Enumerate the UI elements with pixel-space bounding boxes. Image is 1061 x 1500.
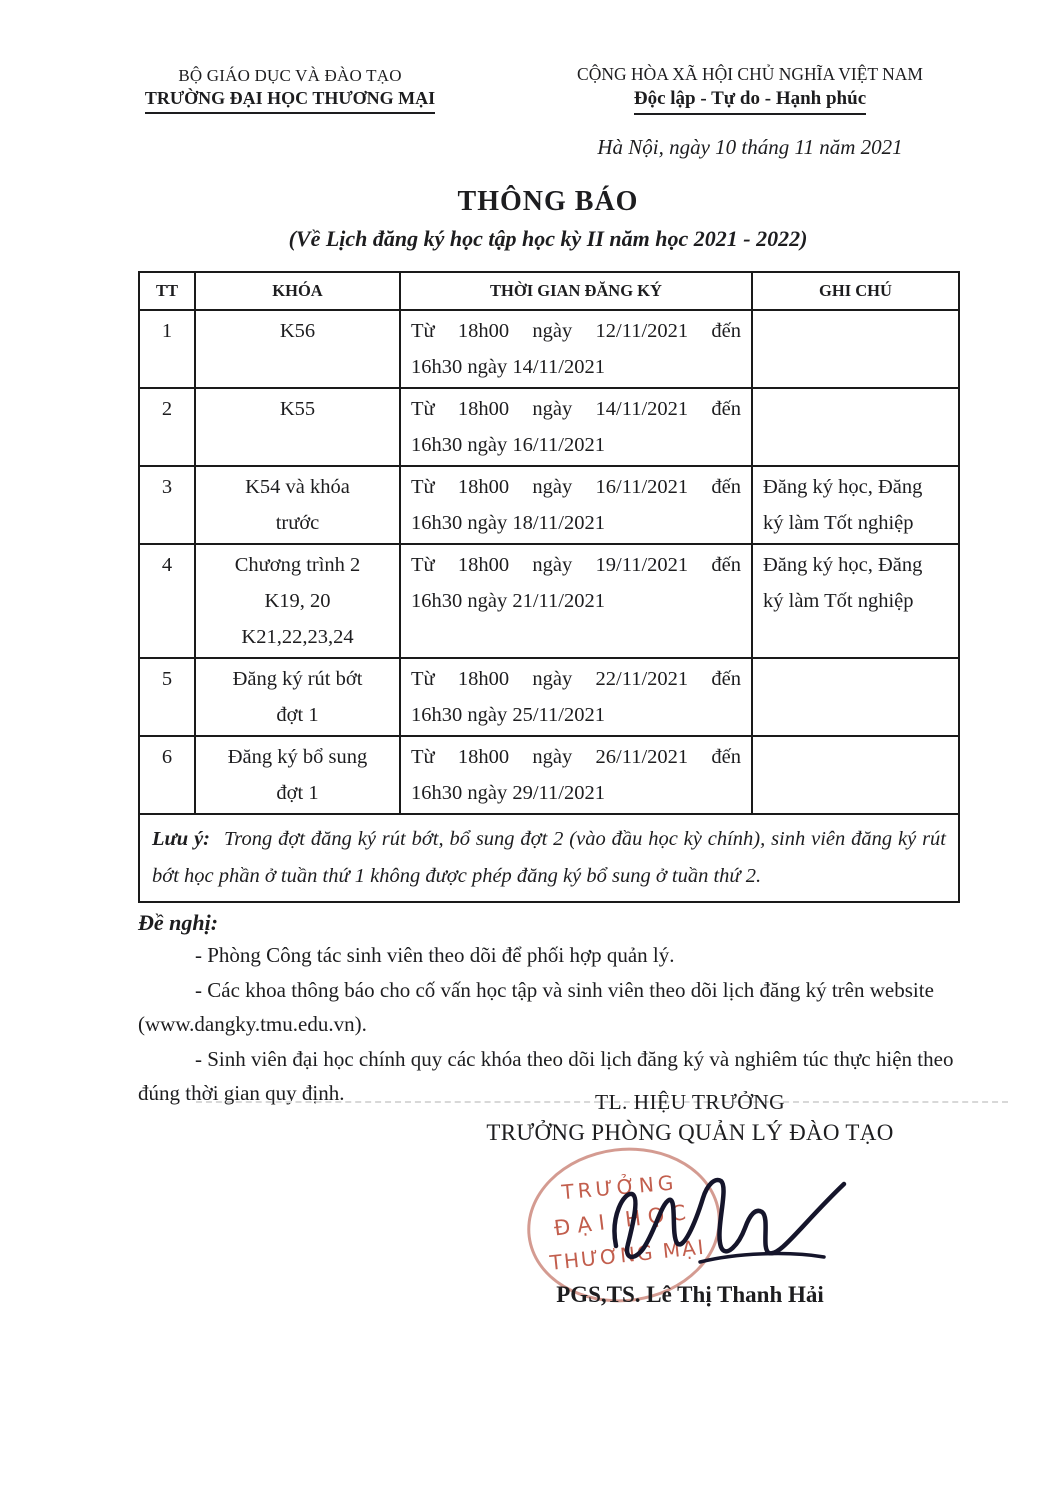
note-line: Đăng ký học, Đăng [763, 476, 923, 498]
row-index: 6 [161, 746, 173, 768]
request-item: - Phòng Công tác sinh viên theo dõi để phối hợp quản lý. [195, 943, 675, 967]
time-line: Từ 18h00 ngày 19/11/2021 đến [411, 554, 741, 576]
table-row [139, 544, 959, 658]
signer-position: TRƯỞNG PHÒNG QUẢN LÝ ĐÀO TẠO [486, 1120, 894, 1145]
row-index: 4 [161, 554, 173, 576]
cohort: K55 [279, 398, 316, 420]
row-index: 5 [161, 668, 173, 690]
note-cell [752, 388, 959, 466]
table-header-row [139, 272, 959, 310]
col-header-tt: TT [139, 272, 195, 310]
signature-block [420, 1090, 960, 1146]
note-line: Đăng ký học, Đăng [763, 554, 923, 576]
time-line: Từ 18h00 ngày 22/11/2021 đến [411, 668, 741, 690]
table-row [139, 466, 959, 544]
time-line: 16h30 ngày 18/11/2021 [411, 512, 605, 534]
stamp-line: THƯƠNG MẠI [548, 1234, 707, 1275]
time-line: Từ 18h00 ngày 12/11/2021 đến [411, 320, 741, 342]
stamp-line: ĐẠI HỌC [552, 1199, 695, 1241]
time-line: Từ 18h00 ngày 26/11/2021 đến [411, 746, 741, 768]
cohort: đợt 1 [276, 782, 319, 804]
national-motto: Độc lập - Tự do - Hạnh phúc [535, 88, 965, 115]
note-line: ký làm Tốt nghiệp [763, 590, 914, 612]
table-row [139, 658, 959, 736]
cohort: trước [275, 512, 320, 534]
row-index: 2 [161, 398, 173, 420]
note-cell [752, 658, 959, 736]
requests-heading: Đề nghị: [138, 910, 219, 935]
col-header-note: GHI CHÚ [752, 272, 959, 310]
cohort: Đăng ký rút bớt [232, 668, 363, 690]
document-subtitle: (Về Lịch đăng ký học tập học kỳ II năm học 2021 - 2022) [288, 226, 808, 251]
time-line: 16h30 ngày 14/11/2021 [411, 356, 605, 378]
time-line: Từ 18h00 ngày 14/11/2021 đến [411, 398, 741, 420]
country-name: CỘNG HÒA XÃ HỘI CHỦ NGHĨA VIỆT NAM [577, 64, 923, 84]
cohort: K56 [279, 320, 316, 342]
place-and-date: Hà Nội, ngày 10 tháng 11 năm 2021 [597, 135, 903, 159]
cohort: K54 và khóa [245, 476, 350, 498]
stamp-line: TRƯỞNG [560, 1170, 679, 1205]
note-text: Trong đợt đăng ký rút bớt, bổ sung đợt 2 (vào đầu học kỳ chính), sinh viên đăng ký rút bớt học phần ở tuần thứ 1 không được phép đăng ký bổ sung ở tuần thứ 2. [152, 828, 946, 887]
note-label: Lưu ý: [152, 828, 210, 850]
table-row [139, 388, 959, 466]
requests-section [138, 908, 960, 1111]
document-title: THÔNG BÁO [457, 186, 639, 217]
registration-schedule-table [138, 271, 960, 903]
time-line: 16h30 ngày 25/11/2021 [411, 704, 605, 726]
time-line: 16h30 ngày 16/11/2021 [411, 434, 605, 456]
handwritten-signature-ink [600, 1162, 880, 1292]
cohort: đợt 1 [276, 704, 319, 726]
issuing-authority-block [130, 66, 450, 114]
signed-on-behalf: TL. HIỆU TRƯỞNG [594, 1090, 786, 1114]
table-row [139, 736, 959, 814]
time-line: 16h30 ngày 21/11/2021 [411, 590, 605, 612]
note-cell [752, 544, 959, 658]
cohort: K21,22,23,24 [241, 626, 354, 648]
row-index: 3 [161, 476, 173, 498]
time-line: Từ 18h00 ngày 16/11/2021 đến [411, 476, 741, 498]
time-line: 16h30 ngày 29/11/2021 [411, 782, 605, 804]
signer-name: PGS,TS. Lê Thị Thanh Hải [556, 1282, 824, 1307]
row-index: 1 [161, 320, 173, 342]
title-block [138, 186, 958, 252]
col-header-time: THỜI GIAN ĐĂNG KÝ [400, 272, 752, 310]
note-cell [752, 466, 959, 544]
col-header-khoa: KHÓA [195, 272, 400, 310]
table-row [139, 310, 959, 388]
note-line: ký làm Tốt nghiệp [763, 512, 914, 534]
national-header-block [535, 64, 965, 160]
cohort: Đăng ký bổ sung [227, 746, 368, 768]
request-item: - Sinh viên đại học chính quy các khóa theo dõi lịch đăng ký và nghiêm túc thực hiện theo đúng thời gian quy định. [138, 1046, 954, 1105]
ministry-name: BỘ GIÁO DỤC VÀ ĐÀO TẠO [178, 66, 402, 85]
note-cell [752, 736, 959, 814]
request-item: - Các khoa thông báo cho cố vấn học tập và sinh viên theo dõi lịch đăng ký trên website (www.dangky.tmu.edu.vn). [138, 977, 934, 1036]
table-note-row [139, 814, 959, 902]
cohort: Chương trình 2 [234, 554, 361, 576]
cohort: K19, 20 [264, 590, 331, 612]
note-cell [752, 310, 959, 388]
university-name: TRƯỜNG ĐẠI HỌC THƯƠNG MẠI [130, 88, 450, 114]
